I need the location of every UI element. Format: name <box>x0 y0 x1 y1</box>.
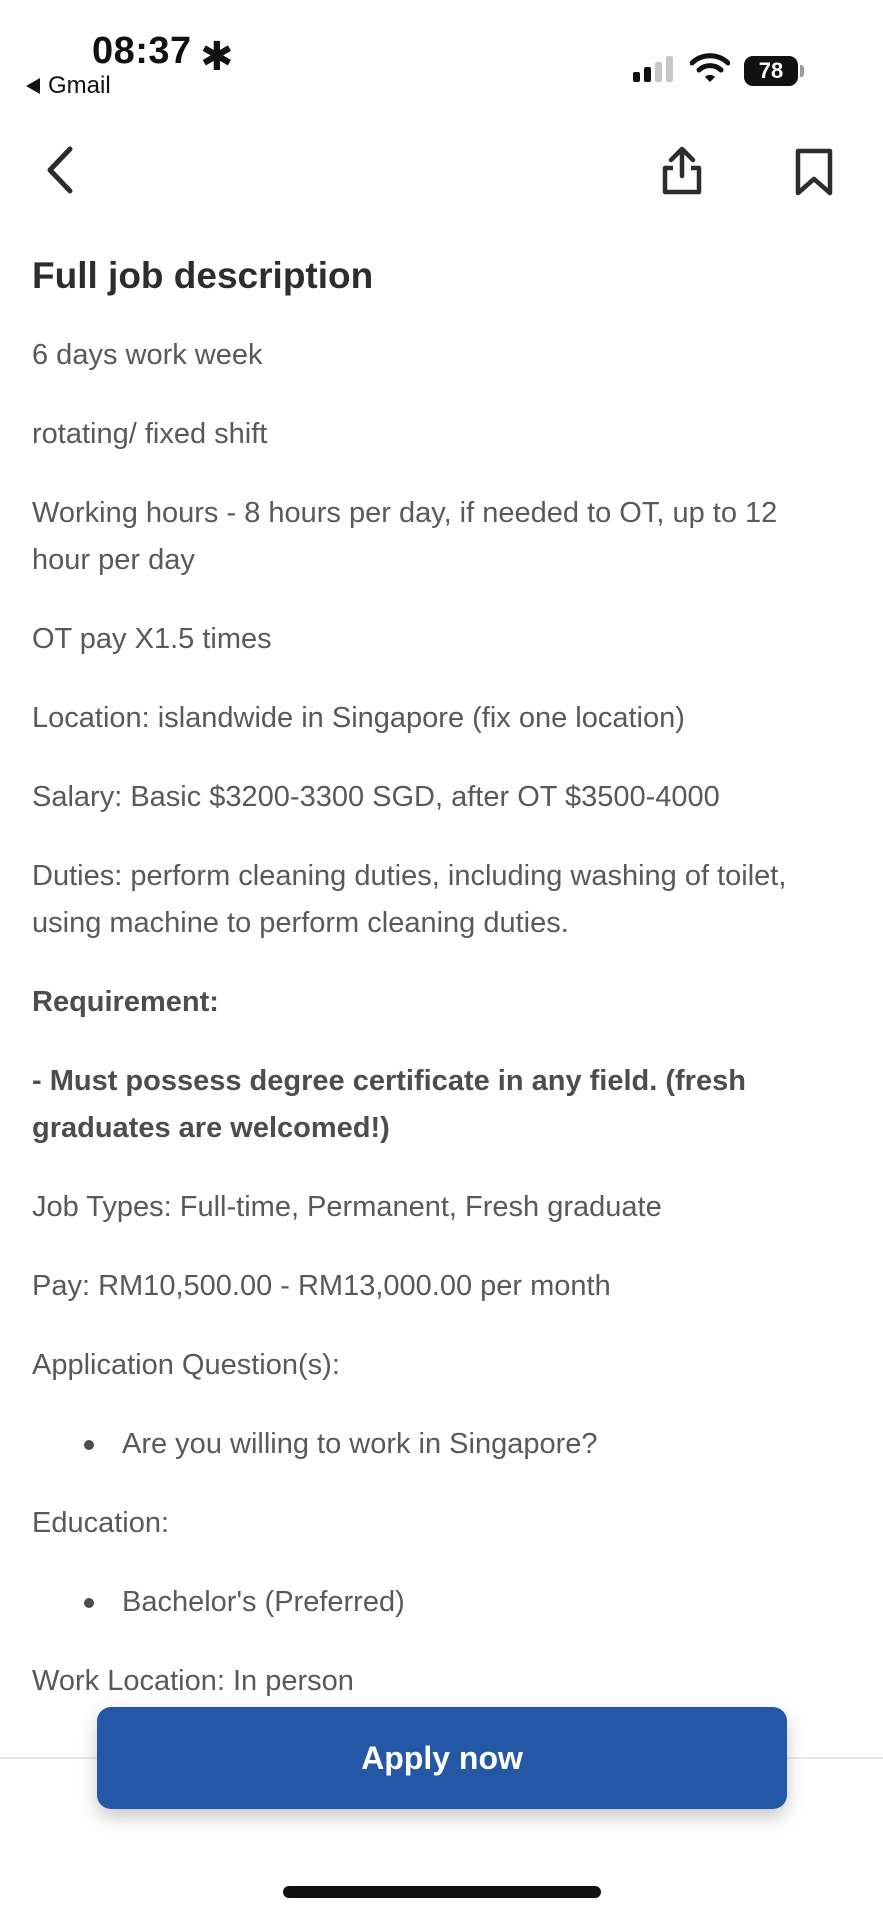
education-label: Education: <box>32 1507 170 1539</box>
education-list <box>32 1579 832 1626</box>
paragraph-work-week: 6 days work week <box>32 339 263 371</box>
back-button[interactable] <box>44 145 76 200</box>
status-asterisk-icon: ✱ <box>200 35 234 79</box>
requirement-heading: Requirement: <box>32 986 219 1018</box>
application-questions-label: Application Question(s): <box>32 1349 340 1381</box>
home-indicator[interactable] <box>283 1886 601 1898</box>
apply-now-button[interactable]: Apply now <box>97 1707 787 1809</box>
back-triangle-icon <box>26 78 40 94</box>
paragraph-duties: Duties: perform cleaning duties, including washing of toilet, using machine to perform cleaning duties. <box>32 860 787 939</box>
back-to-app-link[interactable] <box>26 72 111 100</box>
list-item: Bachelor's (Preferred) <box>32 1579 832 1626</box>
requirement-text: - Must possess degree certificate in any field. (fresh graduates are welcomed!) <box>32 1065 746 1144</box>
paragraph-working-hours: Working hours - 8 hours per day, if needed to OT, up to 12 hour per day <box>32 497 778 576</box>
status-time: 08:37 <box>92 30 192 72</box>
wifi-icon <box>690 52 730 89</box>
application-questions-list <box>32 1421 832 1468</box>
paragraph-salary: Salary: Basic $3200-3300 SGD, after OT $3500-4000 <box>32 781 720 813</box>
paragraph-location: Location: islandwide in Singapore (fix one location) <box>32 702 685 734</box>
page-title: Full job description <box>32 255 374 296</box>
bookmark-icon <box>794 148 834 196</box>
job-types: Job Types: Full-time, Permanent, Fresh graduate <box>32 1191 662 1223</box>
bookmark-button[interactable] <box>794 148 834 201</box>
share-icon <box>660 146 704 196</box>
cellular-signal-icon <box>633 56 673 82</box>
chevron-left-icon <box>44 145 76 195</box>
battery-indicator: 78 <box>744 56 798 86</box>
battery-tip <box>800 65 804 77</box>
paragraph-ot-pay: OT pay X1.5 times <box>32 623 272 655</box>
back-app-label: Gmail <box>48 72 111 99</box>
paragraph-shift: rotating/ fixed shift <box>32 418 268 450</box>
share-button[interactable] <box>660 146 704 201</box>
job-description <box>32 252 832 1737</box>
pay-range: Pay: RM10,500.00 - RM13,000.00 per month <box>32 1270 611 1302</box>
list-item: Are you willing to work in Singapore? <box>32 1421 832 1468</box>
work-location: Work Location: In person <box>32 1665 354 1697</box>
